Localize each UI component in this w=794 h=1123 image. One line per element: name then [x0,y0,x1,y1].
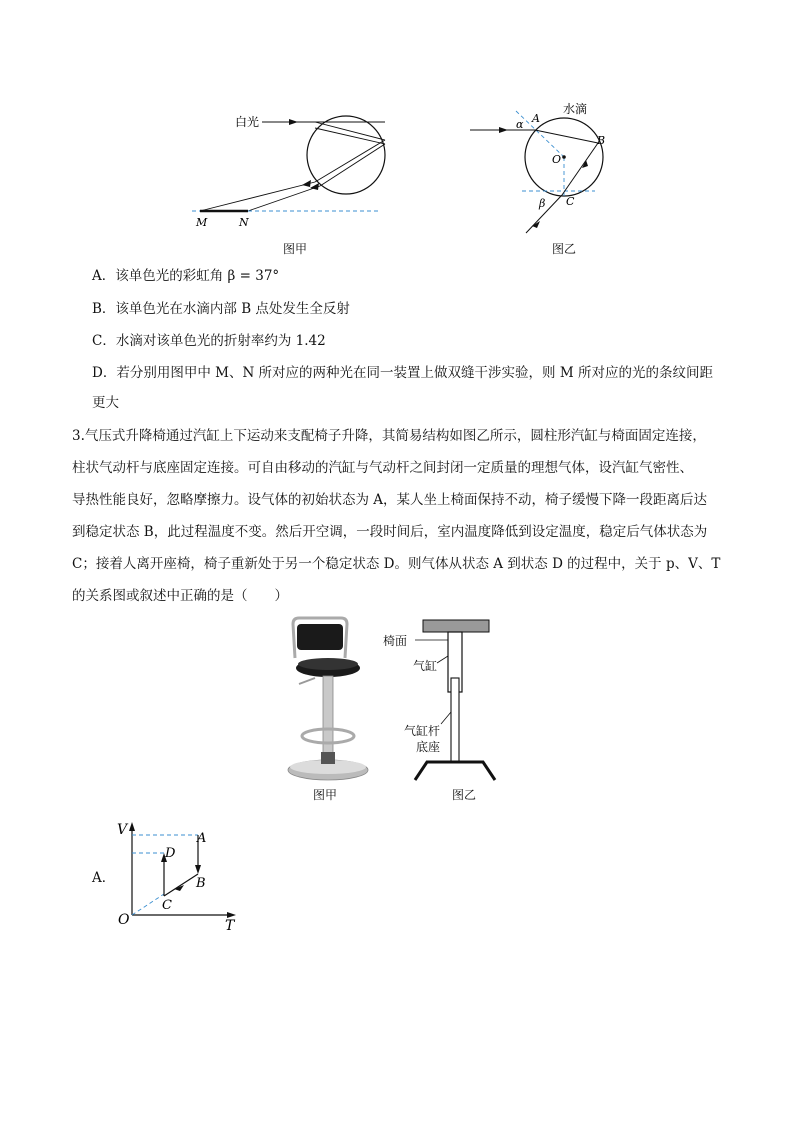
label-seat: 椅面 [383,634,408,648]
ray-A-to-B [535,130,598,143]
label-O: O [552,153,562,166]
water-drop-label: 水滴 [563,102,588,116]
chair-column [323,676,333,758]
figure-jia-rainbow [180,100,390,260]
label-cylinder: 气缸 [413,659,438,673]
label-N: N [239,216,249,229]
axis-label-V: V [117,822,128,838]
exit-arrow-1 [302,180,311,187]
label-rod: 气缸杆 [404,724,441,738]
white-light-label: 白光 [235,115,260,129]
exit-ray-M [200,182,315,211]
chair-caption-yi: 图乙 [452,788,477,802]
point-label-D: D [165,846,176,861]
point-label-A: A [197,831,207,846]
point-label-C: C [162,898,172,913]
chair-back-cushion [297,624,343,650]
label-A: A [532,112,540,125]
point-label-B: B [196,876,206,891]
q3-line-1: 3.气压式升降椅通过汽缸上下运动来支配椅子升降，其简易结构如图乙所示，圆柱形汽缸与椅面固定连接， [72,428,706,444]
q3-line-2: 柱状气动杆与底座固定连接。可自由移动的汽缸与气动杆之间封闭一定质量的理想气体，设汽缸气密性、 [72,460,693,476]
q2-option-D-line1: D．若分别用图甲中 M、N 所对应的两种光在同一装置上做双缝干涉实验，则 M 所对应的光的条纹间距 [92,365,713,381]
inner-ray-1 [315,122,385,140]
q3-line-6: 的关系图或叙述中正确的是（ ） [72,588,288,604]
vt-graph-option-A [112,818,242,933]
figure-yi-droplet [460,95,610,245]
inner-ray-4 [320,144,385,186]
q2-option-A: A．该单色光的彩虹角 β = 37° [92,268,280,284]
label-alpha: α [516,118,524,131]
incident-arrow [289,119,298,125]
seat-plate [423,620,489,632]
center-O-dot [562,155,566,159]
incident-arrow [499,127,508,133]
caption-yi: 图乙 [552,242,577,256]
base-frame [415,762,495,780]
path-B-C [164,874,198,896]
chair-photo [285,618,375,786]
origin-label: O [118,912,130,928]
inner-ray-3 [315,140,385,182]
label-B: B [597,134,606,147]
water-drop-circle [307,116,385,194]
q3-line-5: C；接着人离开座椅，椅子重新处于另一个稳定状态 D。则气体从状态 A 到状态 D 的过程中，关于 p、V、T [72,556,721,572]
chair-caption-jia: 图甲 [313,788,338,802]
label-M: M [196,216,208,229]
label-C: C [566,195,575,208]
q3-line-4: 到稳定状态 B，此过程温度不变。然后开空调，一段时间后，室内温度降低到设定温度，稳定后气体状态为 [72,524,708,540]
q2-option-C: C．水滴对该单色光的折射率约为 1.42 [92,333,326,349]
q3-option-A-label: A． [92,870,116,886]
inner-ray-2 [315,128,385,144]
q2-option-D-line2: 更大 [92,395,119,411]
q3-line-3: 导热性能良好，忽略摩擦力。设气体的初始状态为 A，某人坐上椅面保持不动，椅子缓慢下降一段距离后达 [72,492,708,508]
caption-jia: 图甲 [283,242,308,256]
ray-B-to-C [562,143,598,195]
q2-option-B: B．该单色光在水滴内部 B 点处发生全反射 [92,301,350,317]
gas-rod [451,678,459,762]
q3-stem [72,420,742,612]
axis-label-T: T [225,918,235,934]
label-beta: β [539,197,546,210]
label-base: 底座 [416,740,441,754]
